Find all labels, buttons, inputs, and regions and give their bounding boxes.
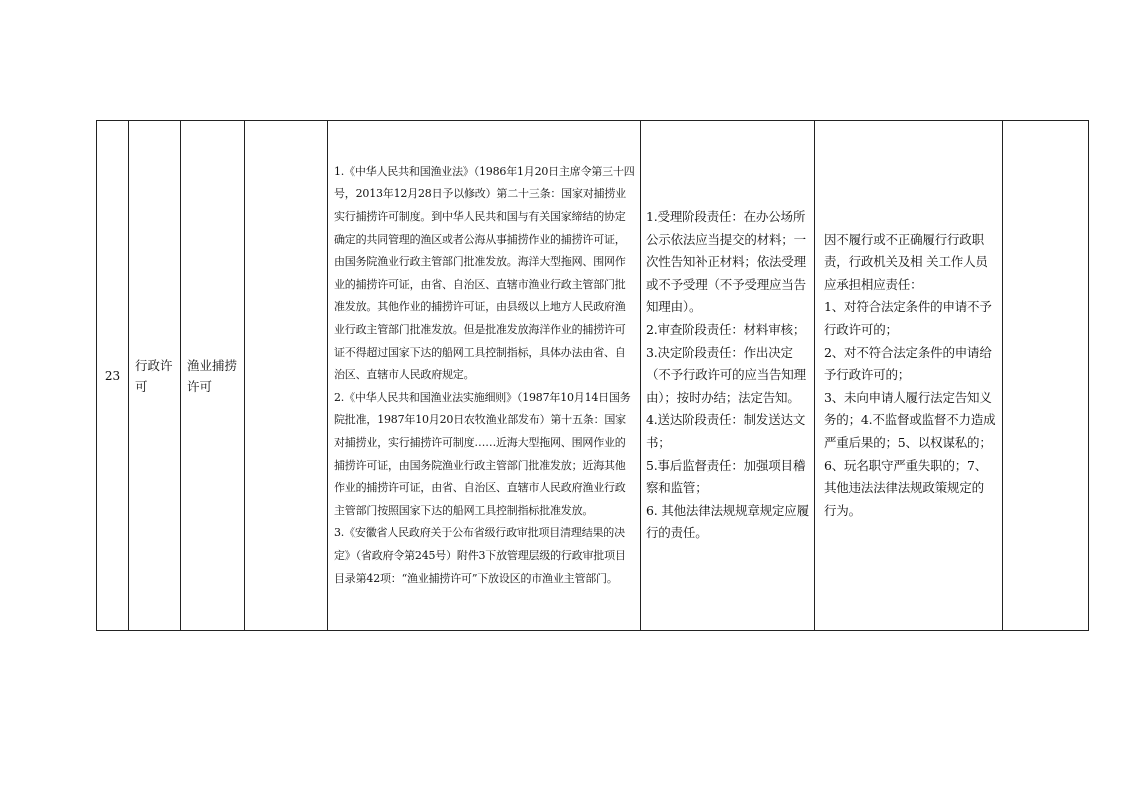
item-name: 渔业捕捞许可 (187, 357, 238, 394)
responsibility-item: 1.受理阶段责任：在办公场所公示依法应当提交的材料；一次性告知补正材料；依法受理或不予受理（不予受理应当告知理由）。 (646, 209, 806, 315)
responsibility-item: 4.送达阶段责任：制发送达文书； (646, 412, 806, 450)
legal-basis-cell (328, 121, 641, 631)
accountability-item: 2、对不符合法定条件的申请给予行政许可的； (824, 344, 992, 383)
responsibility-item: 5.事后监督责任：加强项目稽察和监管； (646, 457, 806, 496)
accountability-item: 1、对符合法定条件的申请不予行政许可的； (824, 299, 992, 338)
table-row (97, 121, 1089, 631)
responsibility-item: 6. 其他法律法规规章规定应履行的责任。 (646, 502, 809, 541)
row-number-cell (97, 121, 129, 631)
responsibility-item: 3.决定阶段责任：作出决定（不予行政许可的应当告知理由）；按时办结；法定告知。 (646, 344, 806, 405)
sub-item-cell (245, 121, 328, 631)
legal-basis-item: 1.《中华人民共和国渔业法》（1986年1月20日主席令第三十四号，2013年12月28日予以修改）第二十三条：国家对捕捞业实行捕捞许可制度。到中华人民共和国与有关国家缔结的协定确定的共同管理的渔区或者公海从事捕捞作业的捕捞许可证，由国务院渔业行政主管部门批准发放。海洋大型拖网、围网作业的捕捞许可证，由省、自治区、直辖市渔业行政主管部门批准发放。其他作业的捕捞许可证，由县级以上地方人民政府渔业行政主管部门批准发放。但是批准发放海洋作业的捕捞许可证不得超过国家下达的船网工具控制指标，具体办法由省、自治区、直辖市人民政府规定。 (334, 164, 635, 382)
accountability-item: 3、未向申请人履行法定告知义务的；4.不监督或监督不力造成严重后果的；5、以权谋私的；6、玩名职守严重失职的；7、其他违法法律法规政策规定的行为。 (824, 389, 996, 518)
responsibility-item: 2.审查阶段责任：材料审核； (646, 322, 806, 338)
legal-basis-item: 2.《中华人民共和国渔业法实施细则》（1987年10月14日国务院批准，1987年10月20日农牧渔业部发布）第十五条：国家对捕捞业，实行捕捞许可制度……近海大型拖网、围网作业的捕捞许可证，由国务院渔业行政主管部门批准发放；近海其他作业的捕捞许可证，由省、自治区、直辖市人民政府渔业行政主管部门按照国家下达的船网工具控制指标批准发放。 (334, 390, 631, 517)
power-category: 行政许可 (135, 357, 173, 394)
power-list-table (96, 120, 1089, 631)
remarks-cell (1003, 121, 1089, 631)
row-number: 23 (104, 368, 121, 383)
accountability-item: 因不履行或不正确履行行政职责，行政机关及相 关工作人员应承担相应责任： (824, 231, 988, 292)
legal-basis-item: 3.《安徽省人民政府关于公布省级行政审批项目清理结果的决定》（省政府令第245号）附件3下放管理层级的行政审批项目目录第42项：“渔业捕捞许可”下放设区的市渔业主管部门。 (334, 526, 626, 585)
item-name-cell (181, 121, 245, 631)
accountability-cell (815, 121, 1003, 631)
category-cell (129, 121, 181, 631)
responsibility-cell (641, 121, 815, 631)
